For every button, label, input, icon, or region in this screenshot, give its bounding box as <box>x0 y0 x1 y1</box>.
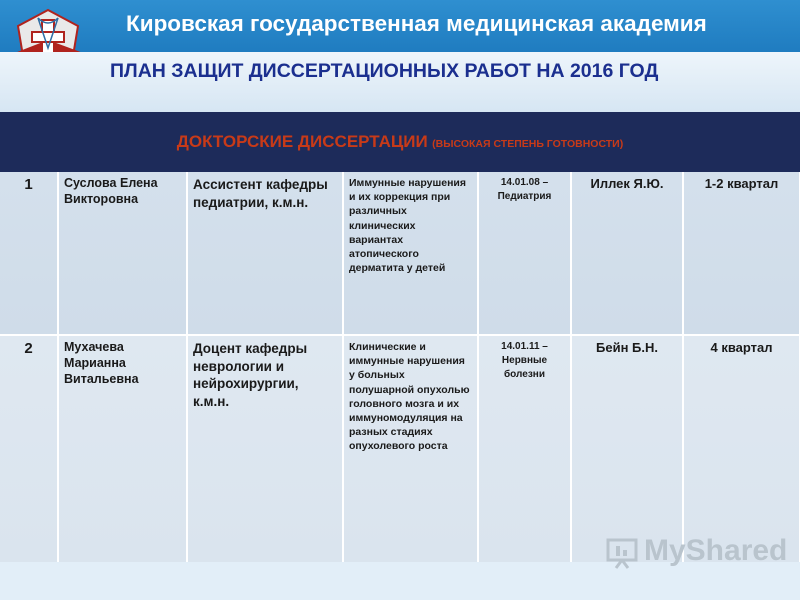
candidate-name: Мухачева Марианна Витальевна <box>58 335 187 566</box>
candidate-name: Суслова Елена Викторовна <box>58 172 187 335</box>
table-row <box>0 335 800 566</box>
defense-term: 1-2 квартал <box>683 172 800 335</box>
candidate-position: Ассистент кафедры педиатрии, к.м.н. <box>187 172 343 335</box>
row-number: 1 <box>0 172 58 335</box>
presentation-icon <box>606 538 642 570</box>
specialty-code: 14.01.08 – Педиатрия <box>478 172 571 335</box>
plan-title: ПЛАН ЗАЩИТ ДИССЕРТАЦИОННЫХ РАБОТ НА 2016 ГОД <box>110 60 659 82</box>
table-row <box>0 172 800 335</box>
candidate-position: Доцент кафедры неврологии и нейрохирургии, к.м.н. <box>187 335 343 566</box>
supervisor: Бейн Б.Н. <box>571 335 683 566</box>
section-title: ДОКТОРСКИЕ ДИССЕРТАЦИИ <box>176 132 428 151</box>
defense-term: 4 квартал <box>683 335 800 566</box>
dissertation-topic: Клинические и иммунные нарушения у больных полушарной опухолью головного мозга и их иммуномодуляция на разных стадиях опухолевого роста <box>343 335 478 566</box>
row-number: 2 <box>0 335 58 566</box>
dissertation-topic: Иммунные нарушения и их коррекция при различных клинических вариантах атопического дерматита у детей <box>343 172 478 335</box>
academy-title: Кировская государственная медицинская академия <box>126 11 707 36</box>
dissertation-table <box>0 172 800 567</box>
watermark: MyShared <box>644 534 788 567</box>
section-heading <box>0 132 800 152</box>
specialty-code: 14.01.11 – Нервные болезни <box>478 335 571 566</box>
supervisor: Иллек Я.Ю. <box>571 172 683 335</box>
section-note: (ВЫСОКАЯ СТЕПЕНЬ ГОТОВНОСТИ) <box>432 138 624 150</box>
header-bar <box>0 0 800 52</box>
